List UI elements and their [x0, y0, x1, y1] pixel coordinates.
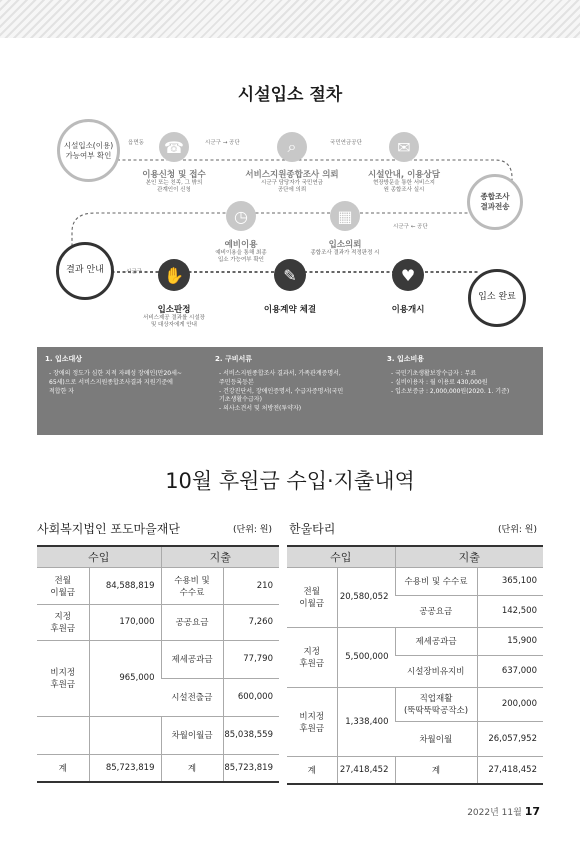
total-expense: 27,418,452 [477, 756, 543, 784]
info-line: - 서비스지원종합조사 결과서, 가족관계증명서, [219, 370, 341, 378]
actor-label: 읍면동 [128, 140, 144, 146]
table-row [37, 604, 279, 640]
actor-label: 시군구 ← 공단 [393, 224, 428, 230]
income-label: 지정 후원금 [37, 604, 89, 640]
info-heading: 3. 입소비용 [387, 355, 425, 363]
total-income: 85,723,819 [89, 754, 161, 782]
step-label: 예비이용 [224, 240, 258, 250]
chat-icon: ✉ [389, 132, 419, 162]
expense-label: 제세공과금 [161, 640, 223, 678]
calendar-icon: ▦ [330, 201, 360, 231]
left-unit: (단위: 원) [233, 525, 272, 535]
expense-label: 차월이월금 [161, 716, 223, 754]
info-documents [207, 347, 379, 435]
handshake-icon: ✋ [158, 259, 190, 291]
info-line: 기초생활수급자) [219, 396, 262, 404]
info-line: 주민등록등본 [219, 378, 254, 386]
income-value: 5,500,000 [337, 627, 395, 687]
info-heading: 1. 입소대상 [45, 355, 83, 363]
expense-label: 공공요금 [161, 604, 223, 640]
step-label: 이용신청 및 접수 [142, 170, 206, 180]
expense-label: 직업재활 (뚝딱뚝딱공작소) [395, 687, 477, 721]
total-row [287, 756, 543, 784]
table-header-row [287, 546, 543, 567]
income-label: 전월 이월금 [37, 567, 89, 604]
info-heading: 2. 구비서류 [215, 355, 253, 363]
expense-value: 637,000 [477, 655, 543, 687]
info-line: - 국민기초생활보장수급자 : 무료 [391, 370, 477, 378]
expense-label: 수용비 및 수수료 [161, 567, 223, 604]
right-unit: (단위: 원) [498, 525, 537, 535]
clock-icon: ◷ [226, 201, 256, 231]
income-header: 수입 [37, 546, 161, 567]
info-line: - 입소보증금 : 2,000,000원(2020. 1. 기준) [391, 387, 510, 395]
expense-value: 7,260 [223, 604, 279, 640]
income-label: 비지정 후원금 [287, 687, 337, 756]
income-label: 전월 이월금 [287, 567, 337, 627]
guide-node-label: 결과 안내 [66, 265, 104, 276]
table-row [37, 716, 279, 754]
expense-value: 142,500 [477, 595, 543, 627]
expense-value: 365,100 [477, 567, 543, 595]
table-header-row [37, 546, 279, 567]
income-label: 지정 후원금 [287, 627, 337, 687]
expense-header: 지출 [161, 546, 279, 567]
table-row [37, 640, 279, 678]
income-value [89, 716, 161, 754]
income-value: 170,000 [89, 604, 161, 640]
step-label: 서비스지원종합조사 의뢰 [245, 170, 339, 180]
expense-header: 지출 [395, 546, 543, 567]
expense-value: 600,000 [223, 678, 279, 716]
expense-label: 시설전출금 [161, 678, 223, 716]
table-row [287, 627, 543, 655]
actor-label: 시군구 [126, 269, 142, 275]
table-row [287, 567, 543, 595]
total-row [37, 754, 279, 782]
step-label: 입소의뢰 [328, 240, 362, 250]
start-node [57, 119, 120, 182]
actor-label: 시군구 → 공단 [205, 140, 240, 146]
step-desc: 시군구 담당자가 국민연금 공단에 의뢰 [261, 180, 323, 194]
admission-info-box [37, 347, 543, 435]
right-org-name: 한울타리 [289, 522, 336, 536]
expense-label: 공공요금 [395, 595, 477, 627]
total-label: 계 [161, 754, 223, 782]
search-icon: ⌕ [277, 132, 307, 162]
step-label: 이용개시 [391, 305, 425, 315]
income-label: 비지정 후원금 [37, 640, 89, 716]
table-row [287, 687, 543, 721]
info-line: - 장애의 정도가 심한 지적 자폐성 장애인(만20세~ [49, 370, 182, 378]
guide-node [56, 242, 114, 300]
page-number: 17 [524, 805, 540, 818]
expense-label: 시설장비유지비 [395, 655, 477, 687]
right-finance-table [287, 545, 543, 785]
step-desc: 서비스제공 결과를 시설장 및 대상자에게 안내 [143, 315, 205, 329]
phone-icon: ☎ [159, 132, 189, 162]
done-node [468, 269, 526, 327]
review-node-label: 종합조사 결과전송 [480, 192, 510, 211]
total-label: 계 [395, 756, 477, 784]
info-line: 65세)으로 서비스지원종합조사결과 지원기준에 [49, 378, 173, 386]
info-cost [379, 347, 543, 435]
table-row [37, 567, 279, 604]
info-line: - 건강진단서, 장애인증명서, 수급자증명서(국민 [219, 387, 344, 395]
step-label: 이용계약 체결 [263, 305, 317, 315]
step-desc: 예비이용을 통해 최종 입소 가능여부 확인 [215, 250, 267, 264]
step-desc: 종합조사 결과가 적정판정 시 [310, 250, 380, 256]
expense-label: 제세공과금 [395, 627, 477, 655]
step-label: 시설안내, 이용상담 [368, 170, 440, 180]
expense-label: 수용비 및 수수료 [395, 567, 477, 595]
issue-date: 2022년 11월 [467, 808, 522, 818]
expense-label: 차월이월 [395, 721, 477, 756]
total-income: 27,418,452 [337, 756, 395, 784]
income-value: 20,580,052 [337, 567, 395, 627]
family-icon: ♥ [392, 259, 424, 291]
step-desc: 현장방문을 통한 서비스지 원 종합조사 실시 [373, 180, 435, 194]
income-header: 수입 [287, 546, 395, 567]
step-desc: 본인 또는 친족, 그 밖의 관계인이 신청 [145, 180, 203, 194]
total-expense: 85,723,819 [223, 754, 279, 782]
expense-value: 26,057,952 [477, 721, 543, 756]
expense-value: 15,900 [477, 627, 543, 655]
total-label: 계 [287, 756, 337, 784]
expense-value: 210 [223, 567, 279, 604]
total-label: 계 [37, 754, 89, 782]
income-value: 965,000 [89, 640, 161, 716]
income-value: 84,588,819 [89, 567, 161, 604]
info-line: - 의사소견서 및 처방전(투약자) [219, 404, 302, 412]
expense-value: 200,000 [477, 687, 543, 721]
info-line: 적합한 자 [49, 387, 75, 395]
expense-value: 77,790 [223, 640, 279, 678]
actor-label: 국민연금공단 [330, 140, 362, 146]
income-label [37, 716, 89, 754]
finance-title: 10월 후원금 수입·지출내역 [165, 469, 415, 493]
income-value: 1,338,400 [337, 687, 395, 756]
contract-icon: ✎ [274, 259, 306, 291]
info-line: - 실비이용자 : 월 이용료 430,000원 [391, 378, 488, 386]
expense-value: 85,038,559 [223, 716, 279, 754]
page-footer [467, 805, 540, 818]
left-finance-table [37, 545, 279, 783]
done-node-label: 입소 완료 [478, 292, 516, 303]
left-org-name: 사회복지법인 포도마을재단 [37, 522, 180, 536]
process-title: 시설입소 절차 [237, 85, 343, 105]
review-node [467, 174, 523, 230]
info-target [37, 347, 207, 435]
start-node-label: 시설입소(이용) 가능여부 확인 [63, 140, 114, 160]
step-label: 입소판정 [157, 305, 191, 315]
